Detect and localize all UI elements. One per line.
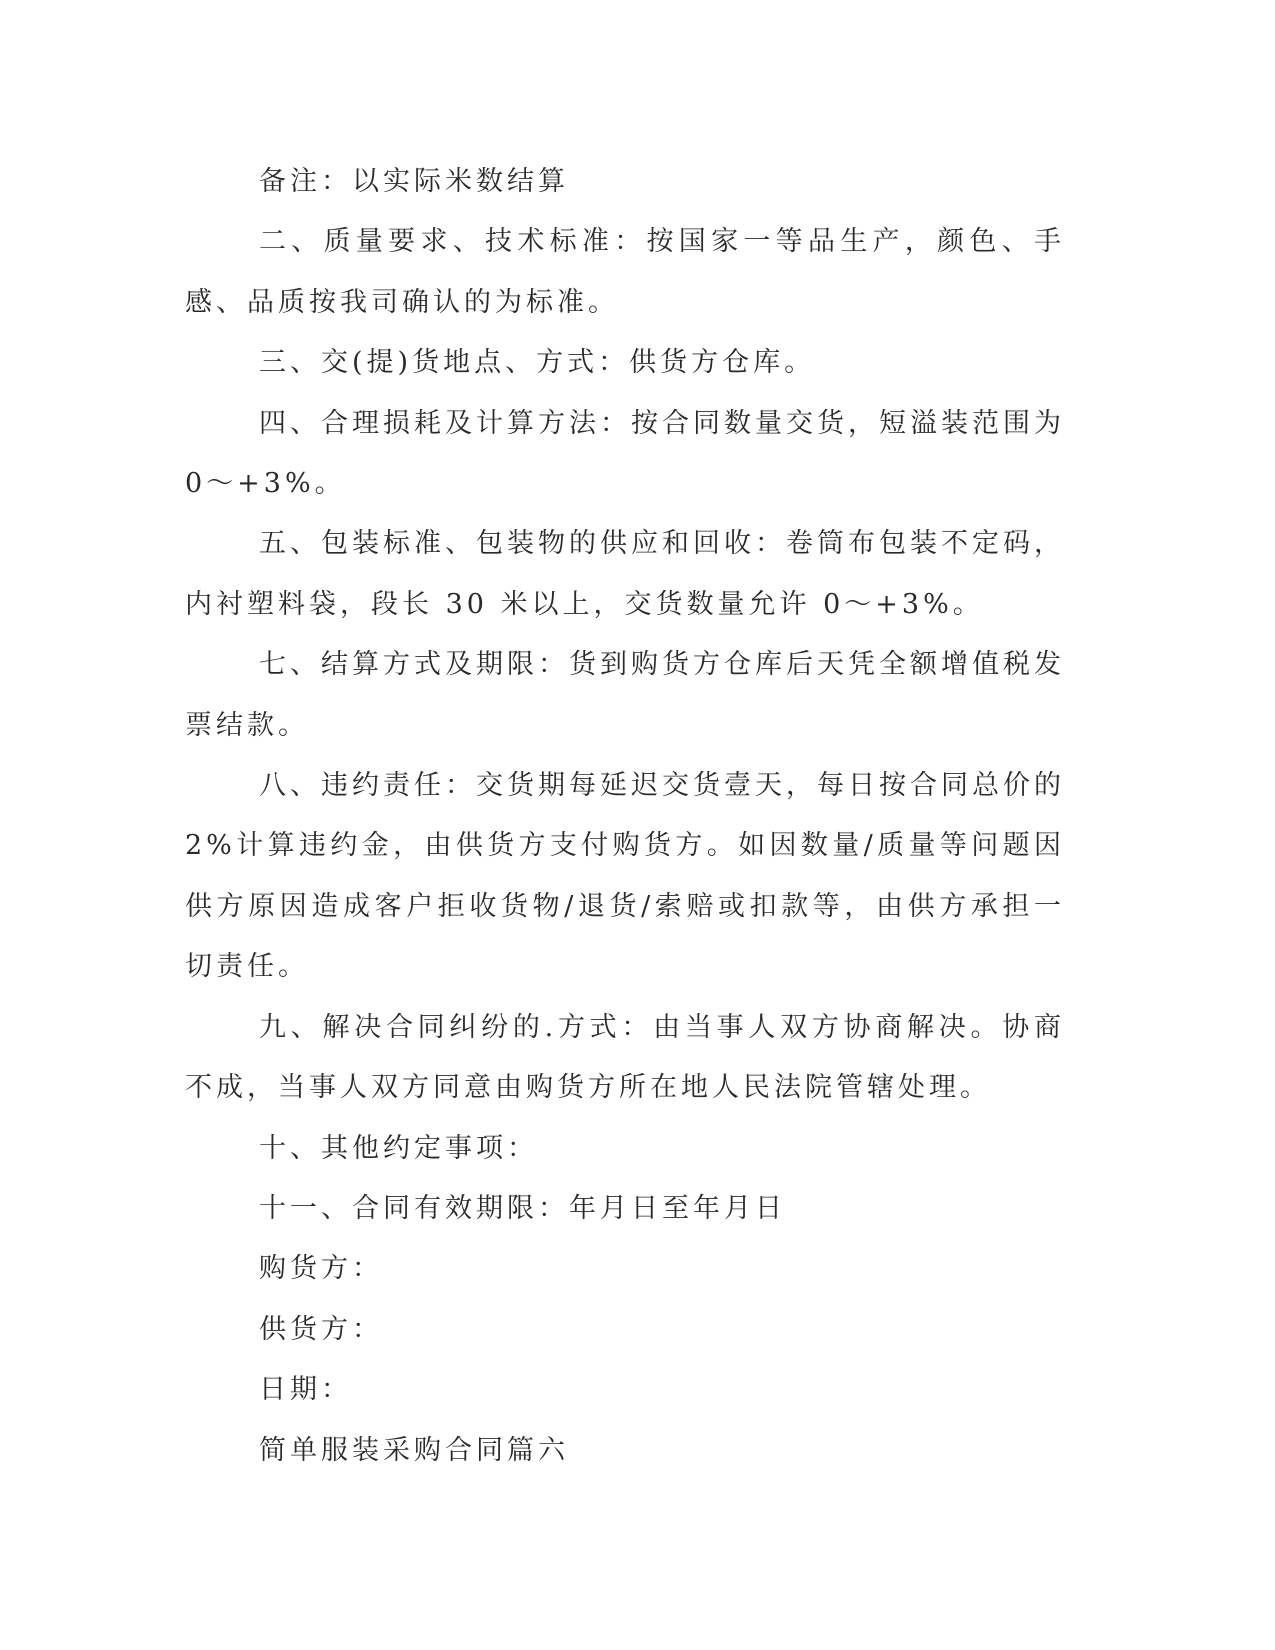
buyer-signature-line: 购货方： <box>259 1253 383 1285</box>
clause-11-validity: 十一、合同有效期限：年月日至年月日 <box>259 1192 786 1224</box>
clause-8-liability: 八、违约责任：交货期每延迟交货壹天，每日按合同总价的 2%计算违约金，由供货方支付购货方。如因数量/质量等问题因供方原因造成客户拒收货物/退货/索赔或扣款等，由供方承担一切责任。 <box>185 770 1065 983</box>
clause-9-disputes: 九、解决合同纠纷的.方式：由当事人双方协商解决。协商不成，当事人双方同意由购货方所在地人民法院管辖处理。 <box>185 1011 1065 1104</box>
clause-7-settlement: 七、结算方式及期限：货到购货方仓库后天凭全额增值税发票结款。 <box>185 649 1065 741</box>
remark-paragraph: 备注：以实际米数结算 <box>259 166 569 197</box>
clause-4-loss: 四、合理损耗及计算方法：按合同数量交货，短溢装范围为 0～+3%。 <box>185 407 1065 500</box>
section-heading: 简单服装采购合同篇六 <box>259 1434 569 1466</box>
date-line: 日期： <box>259 1374 352 1406</box>
clause-10-other: 十、其他约定事项： <box>259 1132 538 1164</box>
clause-3-delivery: 三、交(提)货地点、方式：供货方仓库。 <box>259 347 816 379</box>
clause-2-quality: 二、质量要求、技术标准：按国家一等品生产，颜色、手感、品质按我司确认的为标准。 <box>185 226 1065 318</box>
contract-body <box>185 152 1065 1481</box>
clause-5-packaging: 五、包装标准、包装物的供应和回收：卷筒布包装不定码，内衬塑料袋，段长 30 米以上，交货数量允许 0～+3%。 <box>185 528 1065 620</box>
supplier-signature-line: 供货方： <box>259 1313 383 1345</box>
